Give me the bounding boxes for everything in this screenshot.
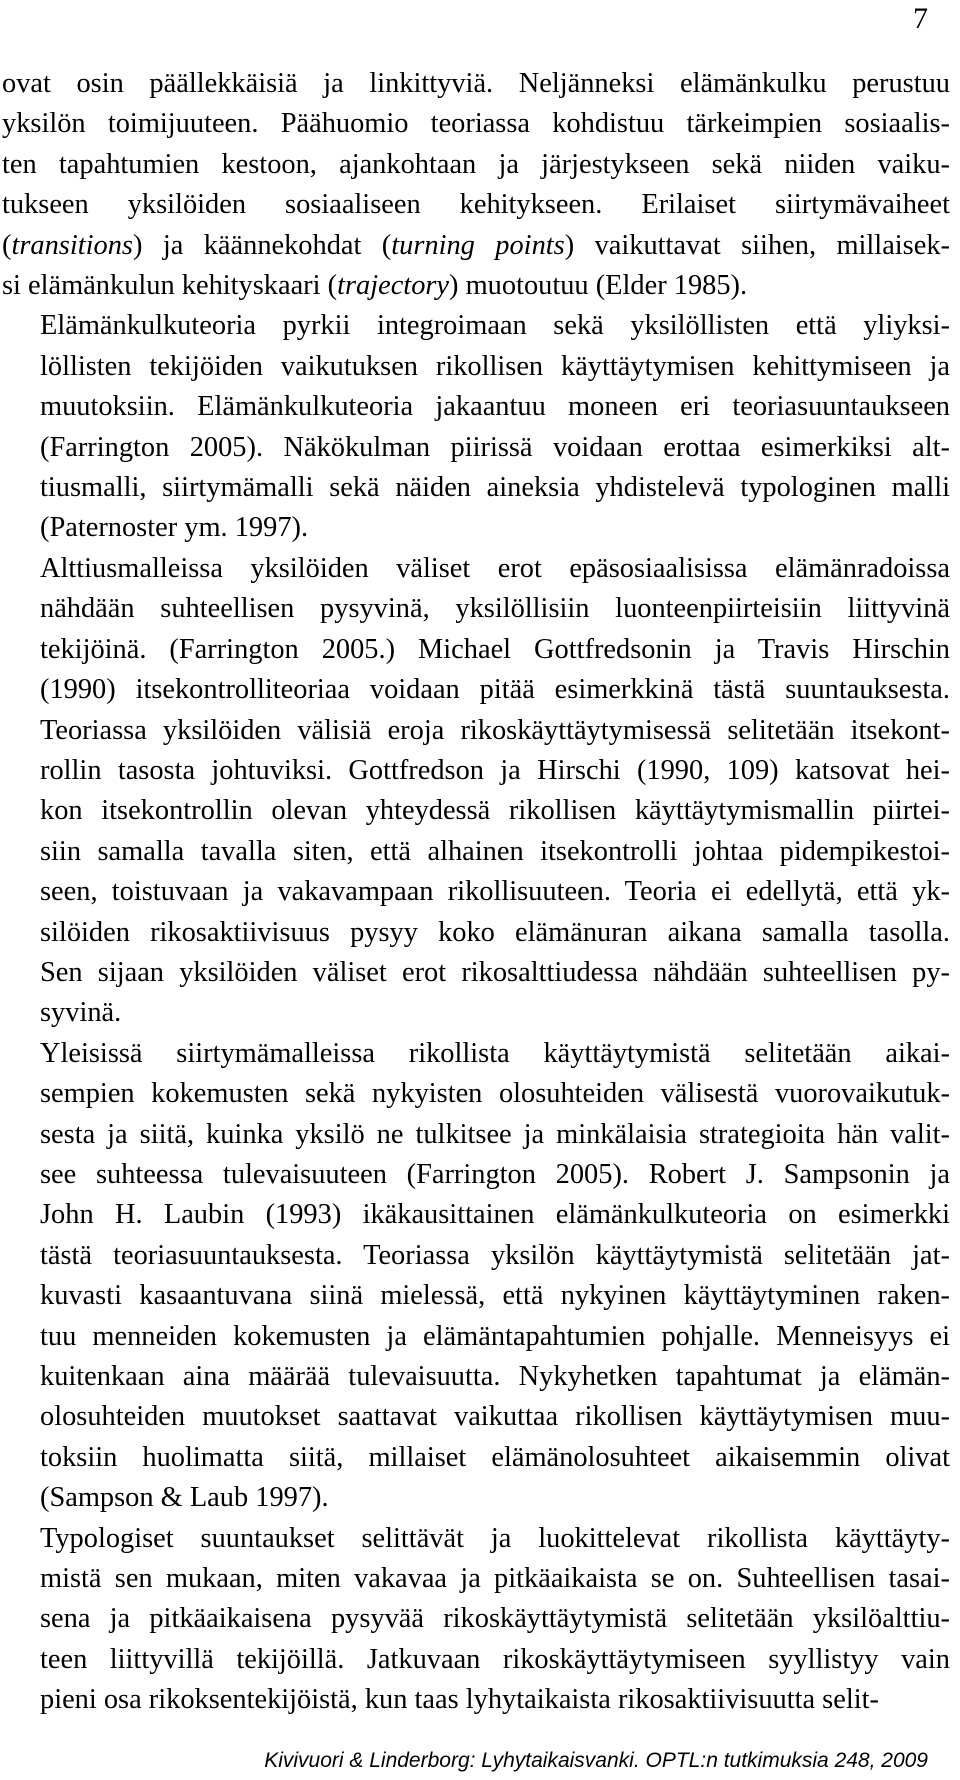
paragraph-4 [2,1034,950,1519]
text-run: tiusmalli, siirtymämalli sekä näiden aineksia yhdistelevä typologinen malli [40,472,950,504]
text-run: muutoksiin. Elämänkulkuteoria jakaantuu moneen eri teoriasuuntaukseen [40,391,950,423]
text-run: ten tapahtumien kestoon, ajankohtaan ja järjestykseen sekä niiden vaiku- [2,148,950,180]
text-line [2,1519,950,1559]
text-line [2,468,950,508]
text-run: Elämänkulkuteoria pyrkii integroimaan sekä yksilöllisten että yliyksi- [40,310,950,342]
text-run: Sen sijaan yksilöiden väliset erot rikosalttiudessa nähdään suhteellisen py- [40,956,950,988]
text-line [2,1115,950,1155]
text-run: John H. Laubin (1993) ikäkausittainen elämänkulkuteoria on esimerkki [40,1199,950,1231]
text-run: yksilön toimijuuteen. Päähuomio teoriassa kohdistuu tärkeimpien sosiaalis- [2,108,950,140]
text-line [2,630,950,670]
text-line [2,266,950,306]
text-run: seen, toistuvaan ja vakavampaan rikollisuuteen. Teoria ei edellytä, että yk- [40,876,950,908]
text-line [2,832,950,872]
text-line [2,1236,950,1276]
text-line [2,1155,950,1195]
text-run: olosuhteiden muutokset saattavat vaikuttaa rikollisen käyttäytymisen muu- [40,1401,950,1433]
paragraph-1 [2,64,950,306]
text-line [2,589,950,629]
text-run: si elämänkulun kehityskaari ( [2,270,338,302]
text-run: pieni osa rikoksentekijöistä, kun taas lyhytaikaista rikosaktiivisuutta selit- [40,1684,879,1716]
text-run: teen liittyvillä tekijöillä. Jatkuvaan rikoskäyttäytymiseen syyllistyy vain [40,1643,950,1675]
text-line [2,185,950,225]
text-line [2,1640,950,1680]
text-run: tekijöinä. (Farrington 2005.) Michael Gottfredsonin ja Travis Hirschin [40,633,950,665]
italic-term: transitions [11,229,133,261]
text-run: Typologiset suuntaukset selittävät ja luokittelevat rikollista käyttäyty- [40,1522,950,1554]
text-line [2,104,950,144]
text-line [2,226,950,266]
text-run: tästä teoriasuuntauksesta. Teoriassa yksilön käyttäytymistä selitetään jat- [40,1239,950,1271]
text-line [2,993,950,1033]
text-line [2,1074,950,1114]
text-run: tukseen yksilöiden sosiaaliseen kehitykseen. Erilaiset siirtymävaiheet [2,189,950,221]
text-run: mistä sen mukaan, miten vakavaa ja pitkäaikaista se on. Suhteellisen tasai- [40,1563,950,1595]
text-run: kuitenkaan aina määrää tulevaisuutta. Nykyhetken tapahtumat ja elämän- [40,1361,950,1392]
text-line [2,387,950,427]
text-run: sena ja pitkäaikaisena pysyvää rikoskäyttäytymistä selitetään yksilöalttiu- [40,1603,950,1635]
text-run: Teoriassa yksilöiden välisiä eroja rikoskäyttäytymisessä selitetään itsekont- [40,714,950,746]
italic-term: turning points [391,229,565,261]
text-line [2,1317,950,1357]
text-run: Alttiusmalleissa yksilöiden väliset erot epäsosiaalisissa elämänradoissa [40,552,950,584]
text-run: ) vaikuttavat siihen, millaisek- [564,229,950,261]
body-text [2,64,950,1721]
text-run: ) ja käännekohdat ( [132,229,392,261]
page-number: 7 [913,2,928,35]
text-run: toksiin huolimatta siitä, millaiset elämänolosuhteet aikaisemmin olivat [40,1441,950,1473]
text-run: sesta ja siitä, kuinka yksilö ne tulkitsee ja minkälaisia strategioita hän valit- [40,1118,950,1150]
page-footer: Kivivuori & Linderborg: Lyhytaikaisvanki. OPTL:n tutkimuksia 248, 2009 [264,1749,928,1772]
text-line [2,306,950,346]
text-run: ( [2,229,12,261]
text-line [2,1599,950,1639]
text-line [2,428,950,468]
text-run: siin samalla tavalla siten, että alhainen itsekontrolli johtaa pidempikestoi- [40,835,950,867]
text-line [2,549,950,589]
text-line [2,751,950,791]
text-run: ovat osin päällekkäisiä ja linkittyviä. Neljänneksi elämänkulku perustuu [2,68,950,99]
text-line [2,791,950,831]
text-run: tuu menneiden kokemusten ja elämäntapahtumien pohjalle. Menneisyys ei [40,1320,950,1352]
text-line [2,64,950,104]
text-run: nähdään suhteellisen pysyvinä, yksilöllisiin luonteenpiirteisiin liittyvinä [40,593,950,625]
text-line [2,347,950,387]
text-run: syvinä. [40,997,122,1029]
text-line [2,145,950,185]
text-run: ) muotoutuu (Elder 1985). [449,270,748,302]
text-run: (Sampson & Laub 1997). [40,1482,329,1514]
text-run: kon itsekontrollin olevan yhteydessä rikollisen käyttäytymismallin piirtei- [40,795,950,827]
text-line [2,1559,950,1599]
text-line [2,1478,950,1518]
text-run: silöiden rikosaktiivisuus pysyy koko elämänuran aikana samalla tasolla. [40,916,950,948]
text-line [2,1276,950,1316]
text-run: löllisten tekijöiden vaikutuksen rikollisen käyttäytymisen kehittymiseen ja [40,350,950,382]
paragraph-2 [2,306,950,548]
paragraph-5 [2,1519,950,1721]
text-run: kuvasti kasaantuvana siinä mielessä, että nykyinen käyttäytyminen raken- [40,1280,950,1312]
text-line [2,1357,950,1397]
text-run: Yleisissä siirtymämalleissa rikollista käyttäytymistä selitetään aikai- [40,1037,950,1069]
text-run: sempien kokemusten sekä nykyisten olosuhteiden välisestä vuorovaikutuk- [40,1078,950,1110]
text-line [2,670,950,710]
text-line [2,1680,950,1720]
text-run: (Paternoster ym. 1997). [40,512,309,544]
italic-term: trajectory [337,270,450,302]
text-run: rollin tasosta johtuviksi. Gottfredson ja Hirschi (1990, 109) katsovat hei- [40,754,950,786]
text-line [2,872,950,912]
text-line [2,1438,950,1478]
text-run: (Farrington 2005). Näkökulman piirissä voidaan erottaa esimerkiksi alt- [40,431,950,463]
text-line [2,711,950,751]
text-line [2,1195,950,1235]
text-line [2,953,950,993]
text-line [2,1034,950,1074]
text-run: see suhteessa tulevaisuuteen (Farrington 2005). Robert J. Sampsonin ja [40,1158,950,1190]
text-line [2,1397,950,1437]
text-run: (1990) itsekontrolliteoriaa voidaan pitää esimerkkinä tästä suuntauksesta. [40,674,950,706]
paragraph-3 [2,549,950,1034]
text-line [2,508,950,548]
text-line [2,913,950,953]
